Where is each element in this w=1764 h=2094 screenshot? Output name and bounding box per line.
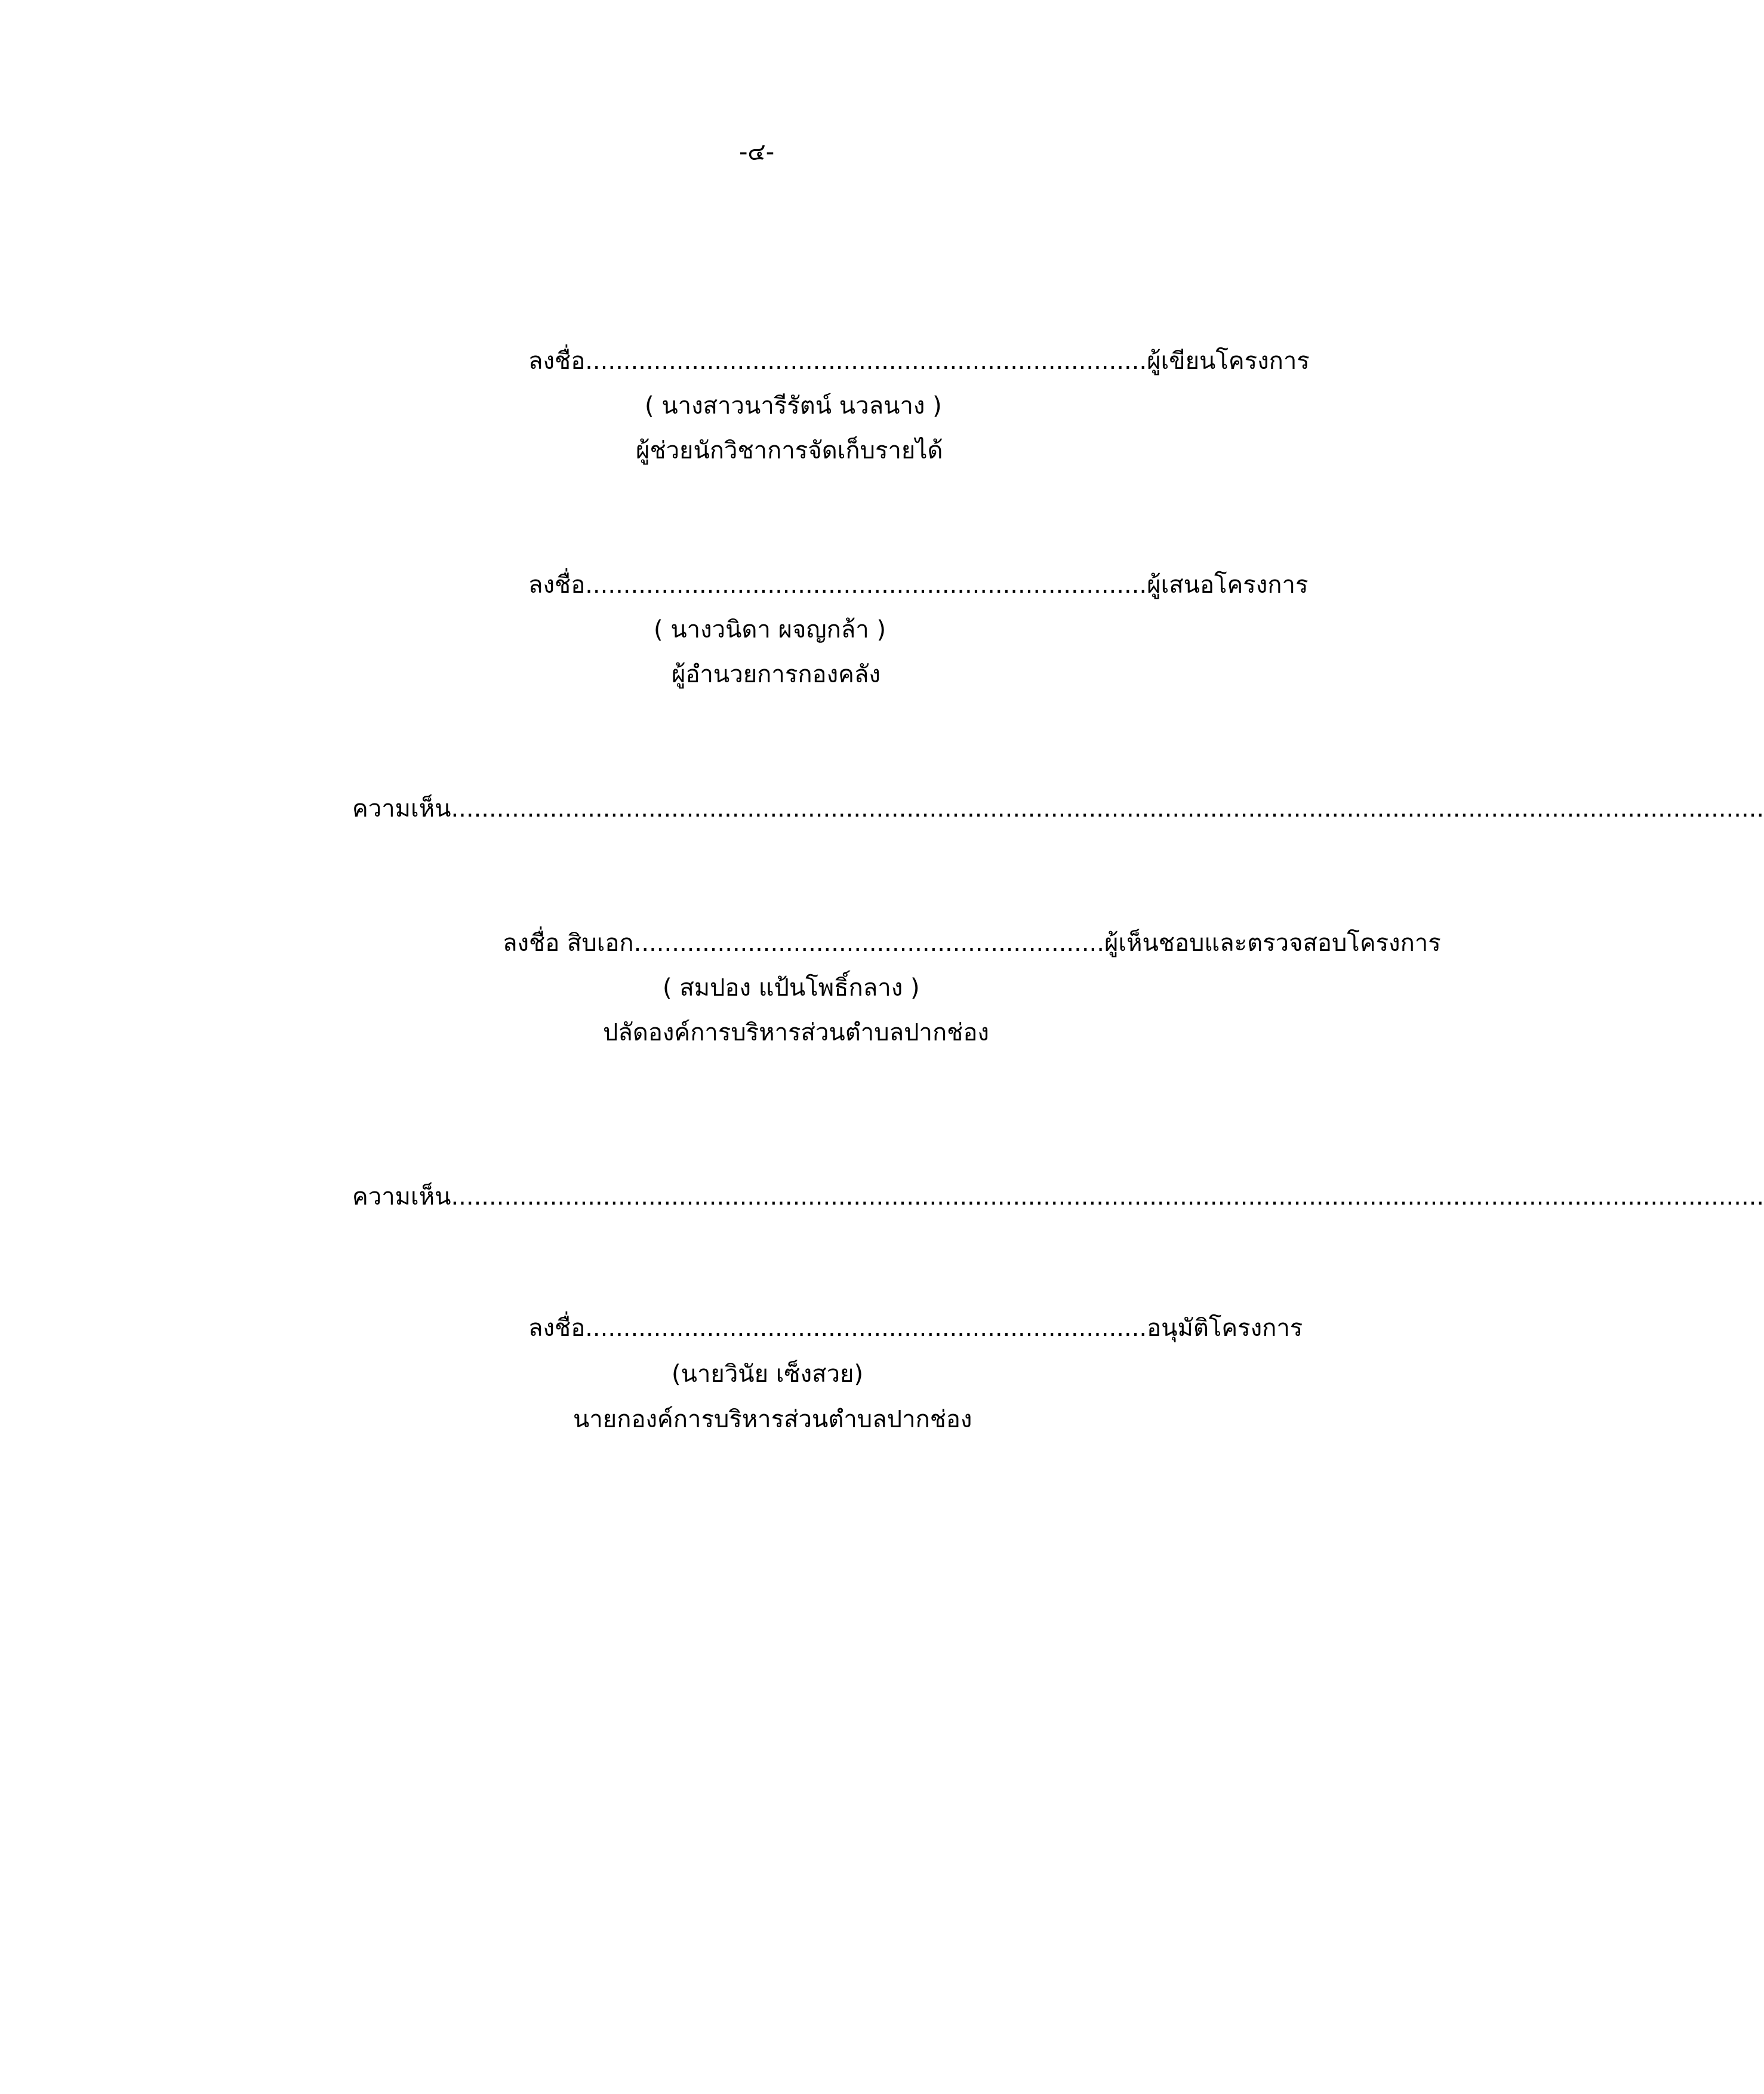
proposer-sign-prefix: ลงชื่อ (528, 571, 586, 599)
writer-signature-dots: .......................................................................... (585, 347, 1147, 375)
opinion-1-label: ความเห็น (352, 795, 451, 823)
reviewer-name: ( สมปอง แป้นโพธิ์กลาง ) (663, 974, 920, 1002)
approver-signature-dots: .......................................................................... (585, 1314, 1147, 1342)
approver-name: (นายวินัย เซ็งสวย) (672, 1360, 864, 1388)
approver-position: นายกองค์การบริหารส่วนตำบลปากช่อง (573, 1406, 972, 1433)
opinion-2-label: ความเห็น (352, 1183, 451, 1211)
opinion-line-1 (352, 791, 1764, 827)
proposer-position: ผู้อำนวยการกองคลัง (672, 661, 881, 688)
proposer-role: ผู้เสนอโครงการ (1147, 571, 1309, 599)
approver-sign-prefix: ลงชื่อ (528, 1314, 586, 1342)
proposer-name: ( นางวนิดา ผจญกล้า ) (654, 616, 886, 643)
approver-role: อนุมัติโครงการ (1147, 1314, 1303, 1342)
proposer-signature-dots: .......................................................................... (585, 571, 1147, 599)
approver-signature-line (528, 1310, 1303, 1346)
proposer-signature-line (528, 567, 1308, 603)
reviewer-sign-prefix: ลงชื่อ สิบเอก (503, 929, 634, 957)
writer-role: ผู้เขียนโครงการ (1147, 347, 1310, 375)
opinion-1-dots: ............................................................................................................................................................................. (451, 795, 1764, 823)
opinion-2-dots: ............................................................................................................................................................................. (451, 1183, 1764, 1211)
writer-signature-line (528, 343, 1310, 379)
opinion-line-2 (352, 1179, 1764, 1215)
reviewer-signature-line (503, 925, 1441, 961)
reviewer-role: ผู้เห็นชอบและตรวจสอบโครงการ (1104, 929, 1441, 957)
writer-sign-prefix: ลงชื่อ (528, 347, 586, 375)
writer-position: ผู้ช่วยนักวิชาการจัดเก็บรายได้ (636, 437, 943, 464)
reviewer-position: ปลัดองค์การบริหารส่วนตำบลปากช่อง (603, 1019, 989, 1046)
reviewer-signature-dots: .............................................................. (633, 929, 1104, 957)
writer-name: ( นางสาวนารีรัตน์ นวลนาง ) (645, 392, 942, 420)
page-number: -๔- (739, 138, 775, 166)
